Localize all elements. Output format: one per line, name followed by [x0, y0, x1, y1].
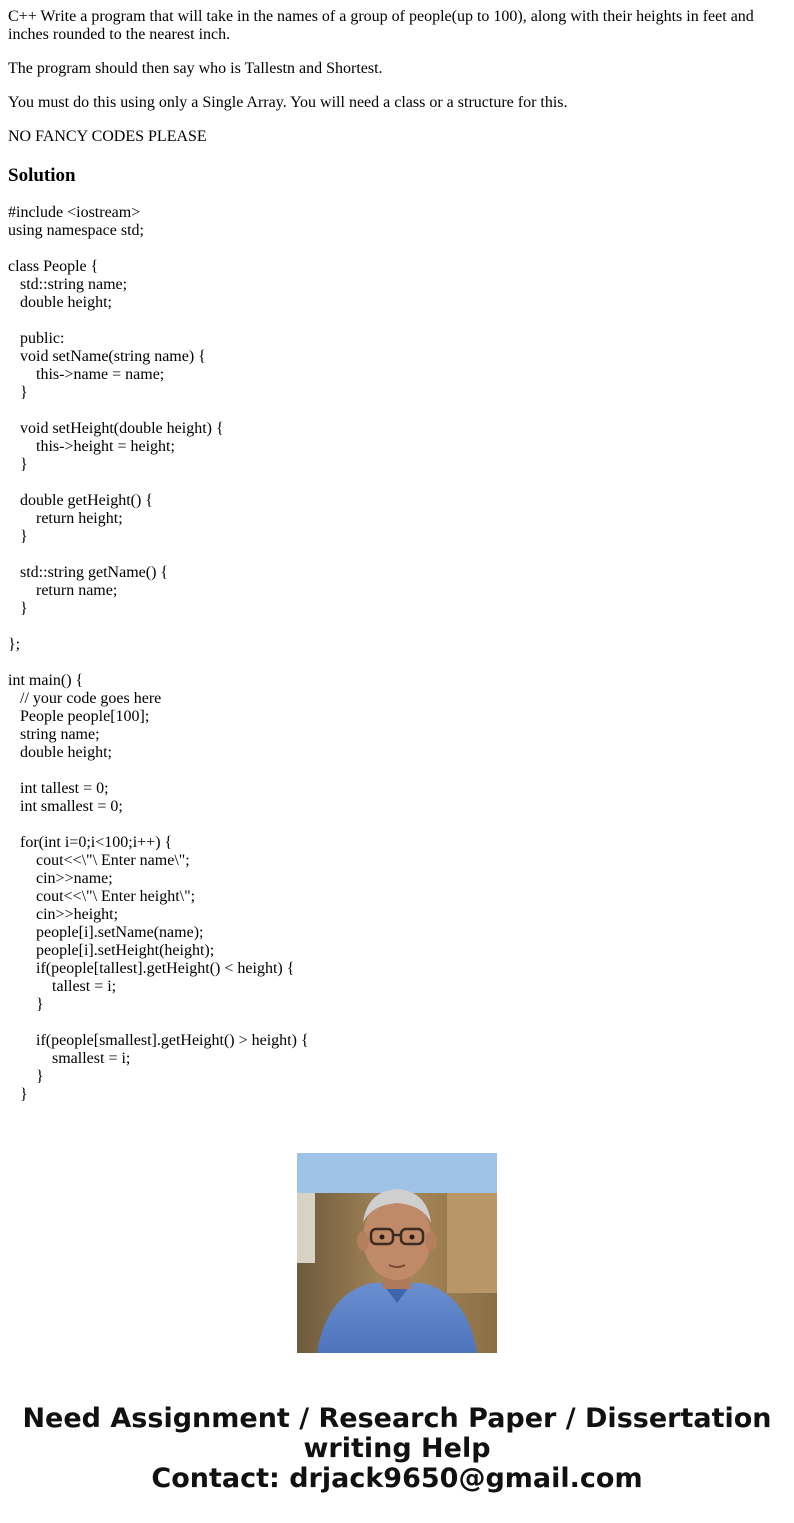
code-line: [8, 618, 786, 636]
code-line: using namespace std;: [8, 222, 144, 239]
code-line: [8, 546, 786, 564]
code-line: this->height = height;: [8, 438, 175, 455]
promo-banner: [0, 1120, 794, 1523]
code-line: public:: [8, 330, 65, 347]
code-line: int tallest = 0;: [8, 780, 109, 797]
code-line: cin>>name;: [8, 870, 113, 887]
code-line: return name;: [8, 582, 118, 599]
code-line: }: [8, 1068, 44, 1085]
question-paragraph: The program should then say who is Tallestn and Shortest.: [8, 60, 383, 77]
code-line: int smallest = 0;: [8, 798, 123, 815]
solution-code: [8, 204, 786, 1114]
promo-line: writing Help: [303, 1433, 491, 1464]
code-line: }: [8, 384, 28, 401]
promo-line: Need Assignment / Research Paper / Dissertation: [22, 1403, 772, 1434]
question-paragraph: NO FANCY CODES PLEASE: [8, 128, 207, 145]
code-line: people[i].setHeight(height);: [8, 942, 215, 959]
question-section: [8, 8, 786, 146]
code-line: [8, 474, 786, 492]
code-line: [8, 312, 786, 330]
code-line: [8, 1014, 786, 1032]
code-cutoff-fade: [8, 1104, 786, 1114]
code-line: [8, 762, 786, 780]
code-line: this->name = name;: [8, 366, 165, 383]
document-body: [8, 8, 786, 1114]
code-line: }: [8, 600, 28, 617]
code-line: std::string getName() {: [8, 564, 169, 581]
portrait-image: [297, 1153, 497, 1353]
code-line: void setHeight(double height) {: [8, 420, 224, 437]
code-line: cout<<\"\ Enter name\";: [8, 852, 190, 869]
code-line: cout<<\"\ Enter height\";: [8, 888, 196, 905]
code-line: smallest = i;: [8, 1050, 131, 1067]
code-line: if(people[tallest].getHeight() < height) {: [8, 960, 295, 977]
code-line: }: [8, 528, 28, 545]
code-line: if(people[smallest].getHeight() > height) {: [8, 1032, 309, 1049]
code-line: #include <iostream>: [8, 204, 141, 221]
code-line: [8, 654, 786, 672]
code-line: int main() {: [8, 672, 84, 689]
code-line: class People {: [8, 258, 99, 275]
code-line: }: [8, 456, 28, 473]
solution-heading: Solution: [8, 165, 76, 186]
code-line: }: [8, 1086, 28, 1103]
code-line: cin>>height;: [8, 906, 119, 923]
code-line: double height;: [8, 744, 112, 761]
code-line: string name;: [8, 726, 100, 743]
code-line: // your code goes here: [8, 690, 162, 707]
code-line: double getHeight() {: [8, 492, 153, 509]
contact-email: Contact: drjack9650@gmail.com: [151, 1463, 643, 1494]
code-line: tallest = i;: [8, 978, 117, 995]
code-line: [8, 402, 786, 420]
promo-message: [0, 1404, 794, 1494]
author-photo: [297, 1153, 497, 1353]
code-line: }: [8, 996, 44, 1013]
code-line: [8, 816, 786, 834]
question-paragraph: C++ Write a program that will take in the names of a group of people(up to 100), along with their heights in feet and inches rounded to the nearest inch.: [8, 8, 754, 43]
code-line: people[i].setName(name);: [8, 924, 204, 941]
code-line: [8, 240, 786, 258]
code-line: double height;: [8, 294, 112, 311]
code-line: };: [8, 636, 21, 653]
code-line: return height;: [8, 510, 123, 527]
code-line: std::string name;: [8, 276, 128, 293]
question-paragraph: You must do this using only a Single Array. You will need a class or a structure for this.: [8, 94, 568, 111]
code-line: People people[100];: [8, 708, 150, 725]
code-line: for(int i=0;i<100;i++) {: [8, 834, 173, 851]
code-line: void setName(string name) {: [8, 348, 206, 365]
